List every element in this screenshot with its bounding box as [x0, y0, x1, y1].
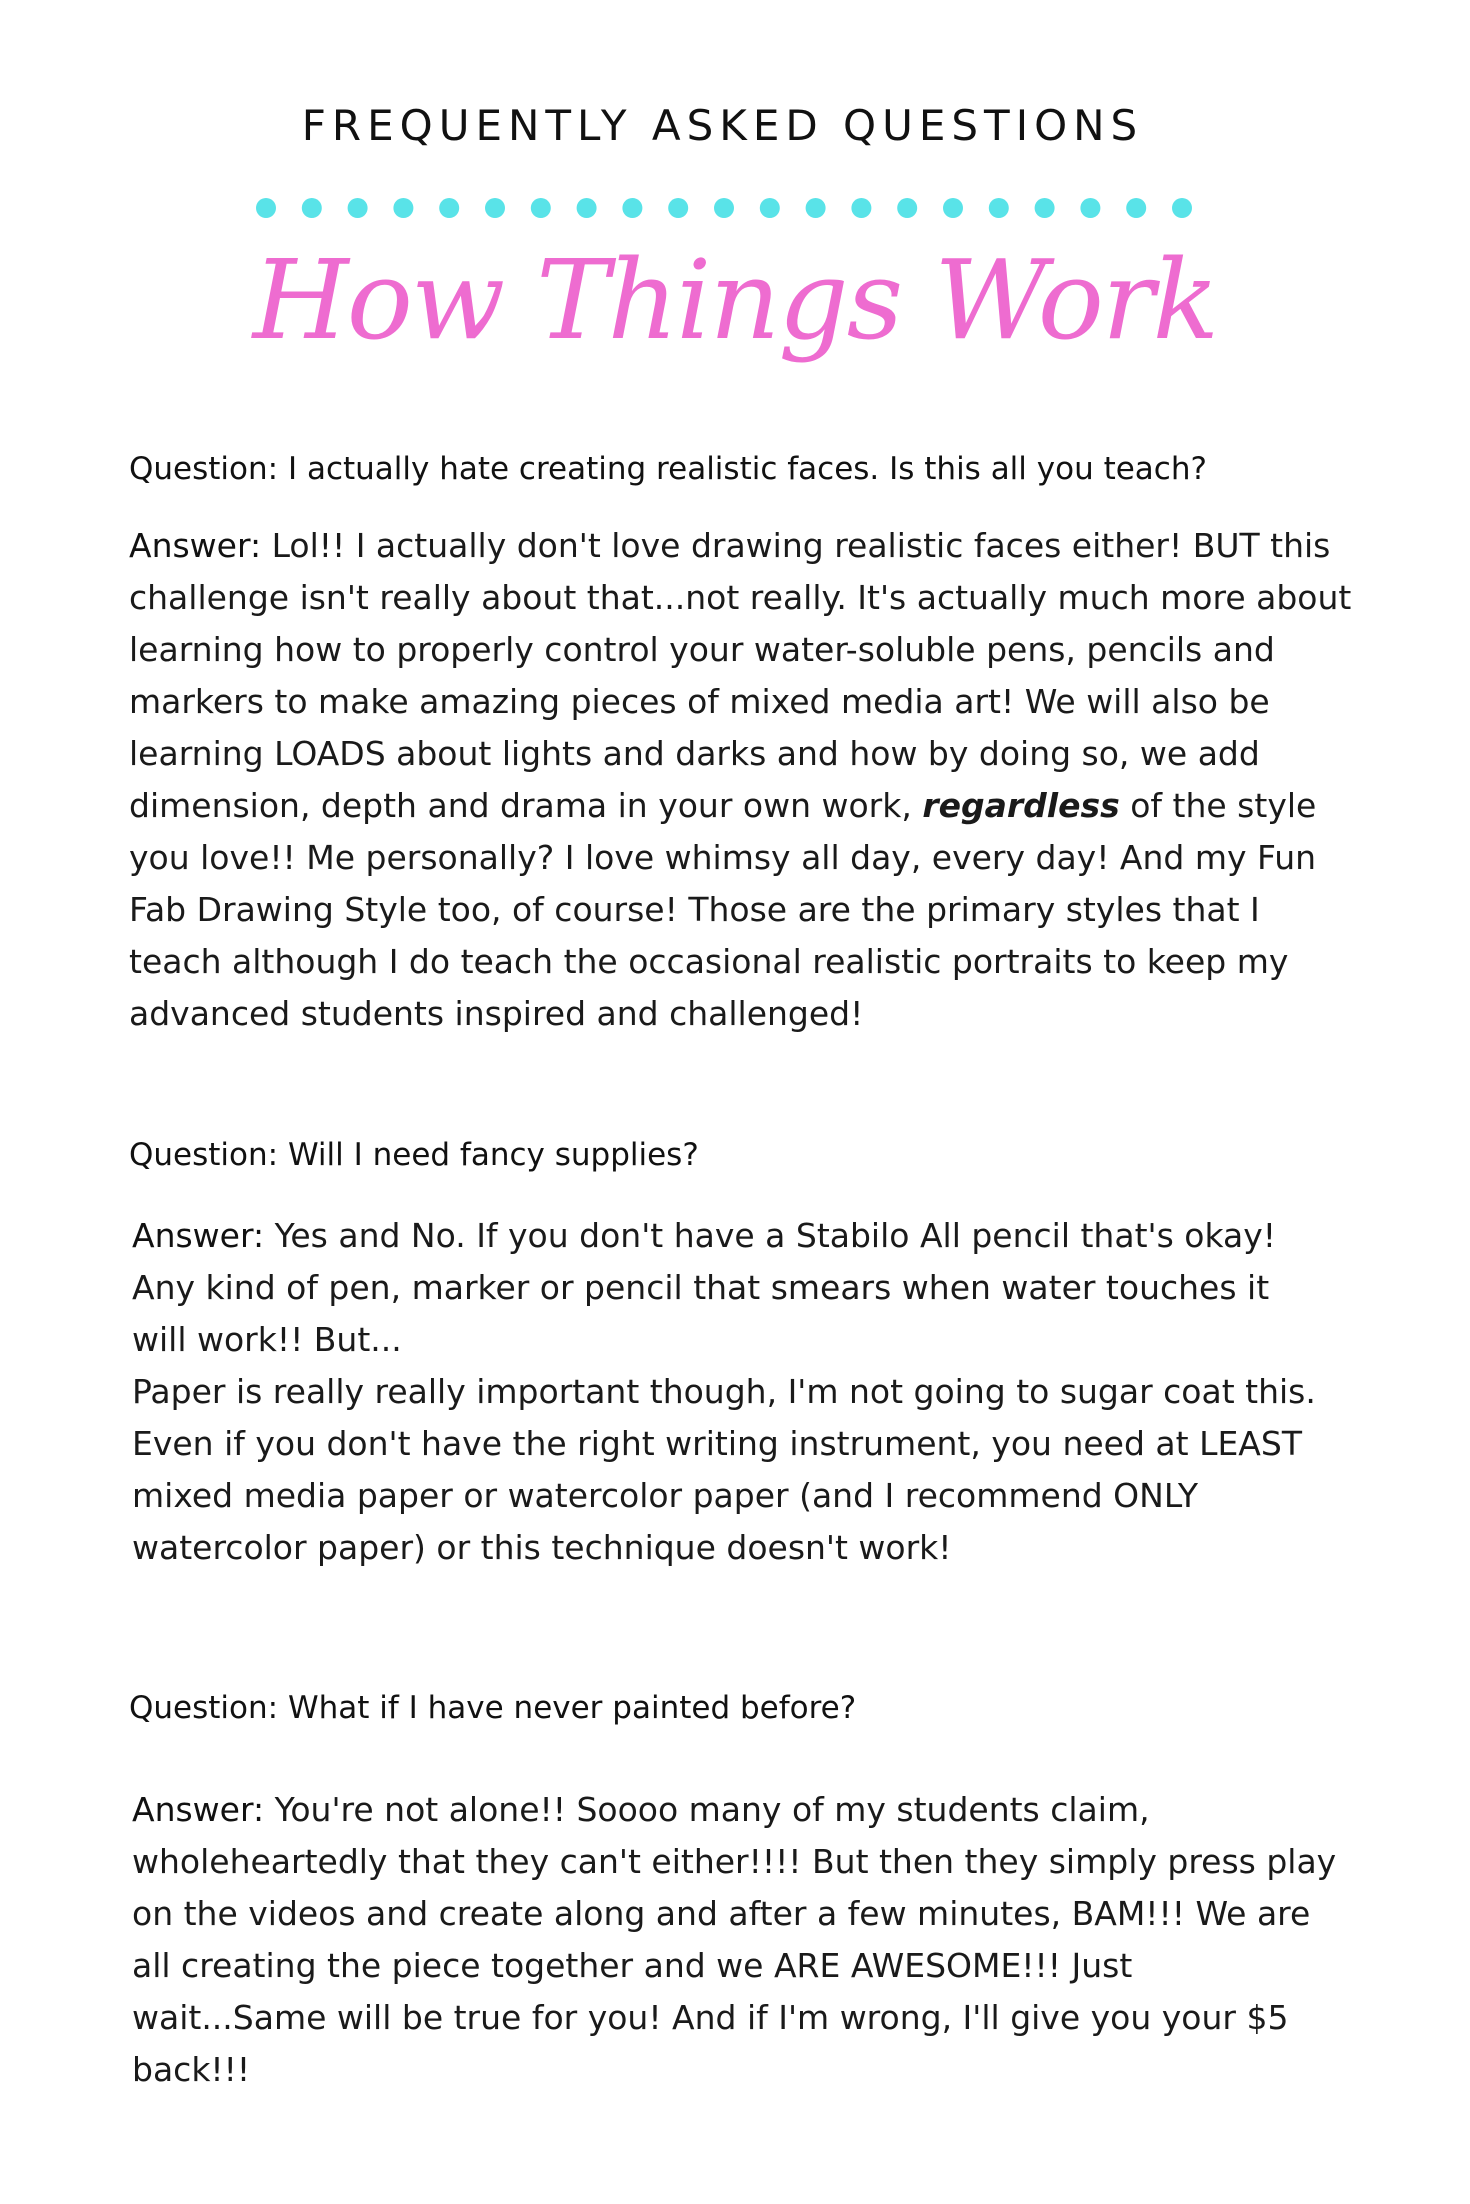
- divider-dot: [668, 198, 688, 218]
- answer-line: you love!! Me personally? I love whimsy all day, every day! And my Fun: [129, 838, 1317, 877]
- script-title: How Things Work: [252, 236, 1218, 364]
- answer-line: back!!!: [132, 2050, 251, 2089]
- answer-line: learning how to properly control your water-soluble pens, pencils and: [129, 630, 1275, 669]
- divider-dot: [806, 198, 826, 218]
- divider-dot: [851, 198, 871, 218]
- answer-line: Paper is really really important though, I'm not going to sugar coat this.: [132, 1372, 1316, 1411]
- answer-line: markers to make amazing pieces of mixed media art! We will also be: [129, 682, 1270, 721]
- divider-dot: [439, 198, 459, 218]
- answer-line: watercolor paper) or this technique doesn't work!: [132, 1528, 952, 1567]
- answer-line: learning LOADS about lights and darks and how by doing so, we add: [129, 734, 1260, 773]
- faq-kicker: FREQUENTLY ASKED QUESTIONS: [301, 101, 1144, 150]
- faq-answer-1: [129, 520, 1351, 1040]
- answer-text: Yes and No. If you don't have a Stabilo All pencil that's okay!: [264, 1216, 1276, 1255]
- divider-dot: [714, 198, 734, 218]
- divider-dot: [348, 198, 368, 218]
- answer-label: Answer:: [132, 1216, 265, 1255]
- divider-dot: [577, 198, 597, 218]
- faq-question-3: Question: What if I have never painted before?: [129, 1690, 857, 1726]
- answer-line: on the videos and create along and after a few minutes, BAM!!! We are: [132, 1894, 1311, 1933]
- faq-answer-2: [132, 1210, 1316, 1574]
- divider-dot: [1035, 198, 1055, 218]
- divider-dot: [531, 198, 551, 218]
- answer-line: [132, 1210, 1316, 1262]
- answer-line: teach although I do teach the occasional realistic portraits to keep my: [129, 942, 1289, 981]
- answer-line: wait...Same will be true for you! And if I'm wrong, I'll give you your $5: [132, 1998, 1289, 2037]
- divider-dot: [760, 198, 780, 218]
- divider-dot: [302, 198, 322, 218]
- answer-line: advanced students inspired and challenged!: [129, 994, 864, 1033]
- answer-line: will work!! But...: [132, 1320, 402, 1359]
- divider-dot: [989, 198, 1009, 218]
- divider-dot: [393, 198, 413, 218]
- divider-dot: [485, 198, 505, 218]
- answer-line: [129, 780, 1351, 832]
- answer-label: Answer:: [132, 1790, 265, 1829]
- faq-question-1: Question: I actually hate creating realistic faces. Is this all you teach?: [129, 451, 1207, 487]
- answer-text: dimension, depth and drama in your own work,: [129, 786, 923, 825]
- emphasis-text: regardless: [922, 786, 1120, 825]
- divider-dot: [1126, 198, 1146, 218]
- answer-line: wholeheartedly that they can't either!!!! But then they simply press play: [132, 1842, 1337, 1881]
- answer-text: of the style: [1119, 786, 1317, 825]
- answer-text: Lol!! I actually don't love drawing realistic faces either! BUT this: [261, 526, 1331, 565]
- answer-line: [129, 520, 1351, 572]
- divider-dot: [256, 198, 276, 218]
- answer-line: Fab Drawing Style too, of course! Those are the primary styles that I: [129, 890, 1260, 929]
- dot-divider: [256, 195, 1192, 221]
- divider-dot: [622, 198, 642, 218]
- divider-dot: [897, 198, 917, 218]
- answer-line: [132, 1784, 1336, 1836]
- answer-line: Even if you don't have the right writing instrument, you need at LEAST: [132, 1424, 1302, 1463]
- answer-line: all creating the piece together and we ARE AWESOME!!! Just: [132, 1946, 1133, 1985]
- divider-dot: [1172, 198, 1192, 218]
- divider-dot: [1080, 198, 1100, 218]
- answer-line: Any kind of pen, marker or pencil that smears when water touches it: [132, 1268, 1270, 1307]
- faq-answer-3: [132, 1784, 1336, 2096]
- answer-line: challenge isn't really about that...not really. It's actually much more about: [129, 578, 1352, 617]
- divider-dot: [943, 198, 963, 218]
- dot-divider-graphic: [256, 195, 1192, 221]
- answer-text: You're not alone!! Soooo many of my students claim,: [264, 1790, 1150, 1829]
- answer-label: Answer:: [129, 526, 262, 565]
- faq-question-2: Question: Will I need fancy supplies?: [129, 1137, 699, 1173]
- answer-line: mixed media paper or watercolor paper (and I recommend ONLY: [132, 1476, 1199, 1515]
